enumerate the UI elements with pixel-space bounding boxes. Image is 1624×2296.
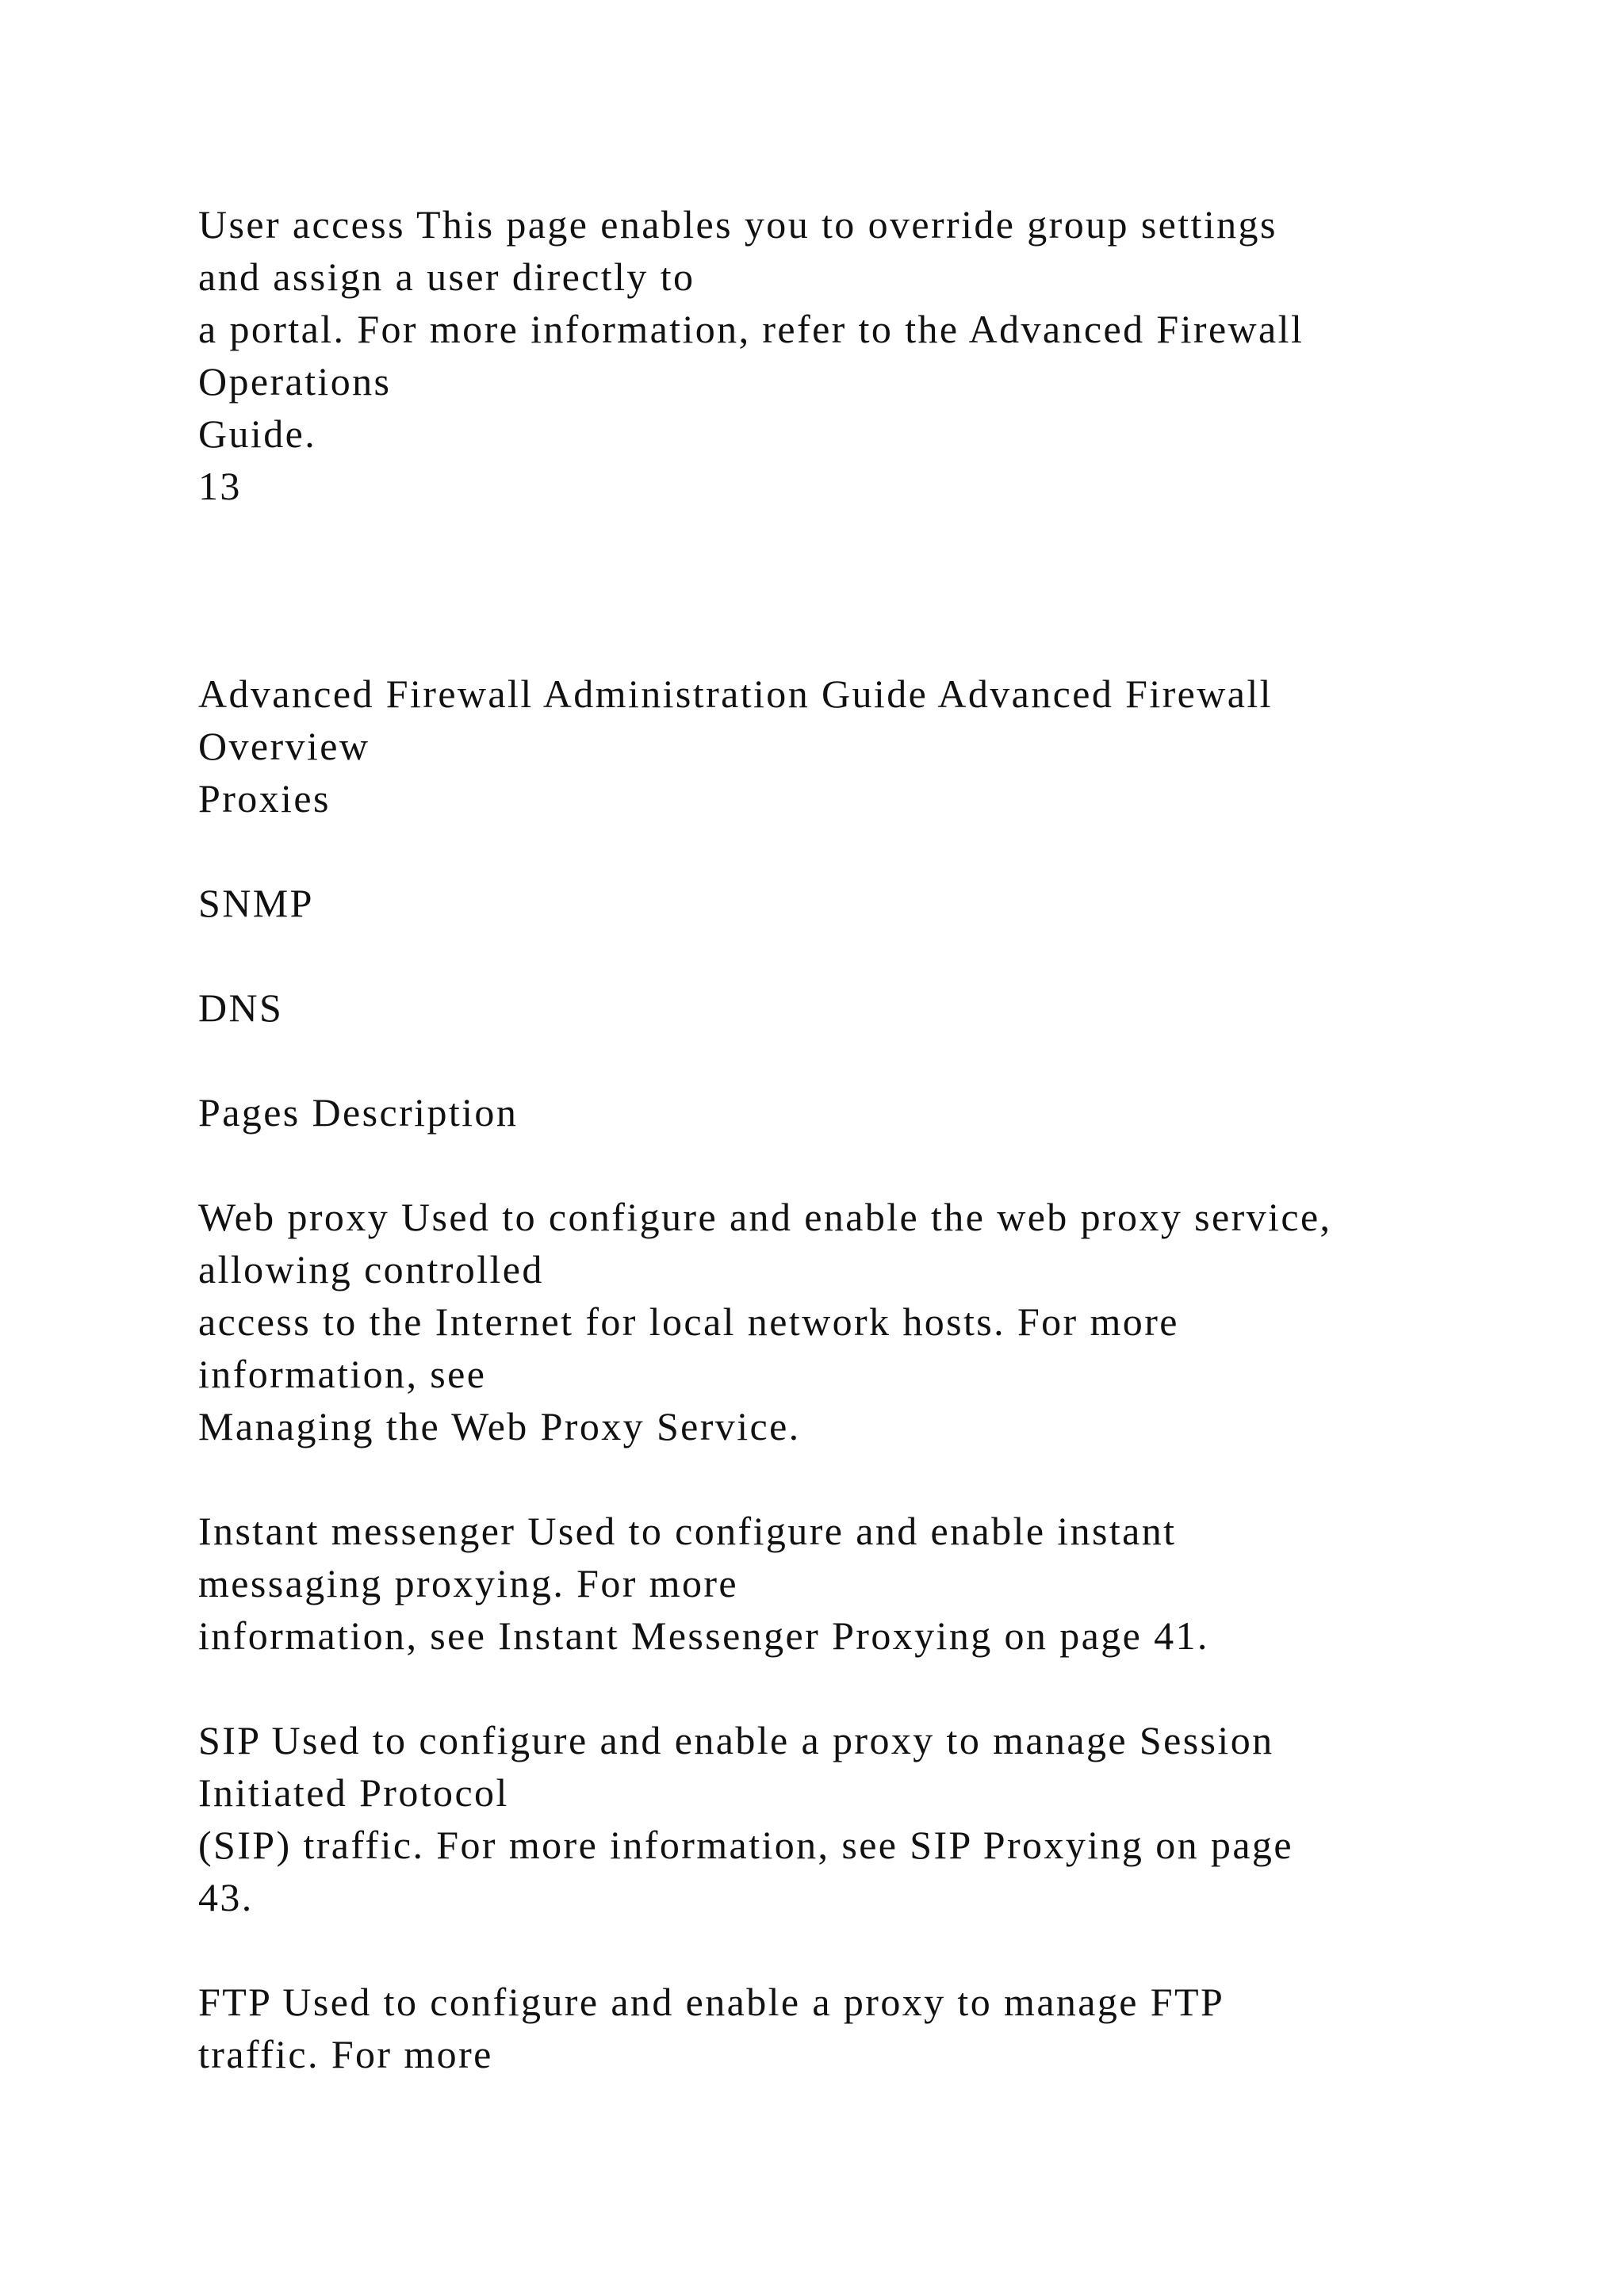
text-line: FTP Used to configure and enable a proxy to manage FTP	[198, 1980, 1225, 2024]
user-access-paragraph	[198, 198, 1546, 512]
text-line: Operations	[198, 359, 392, 404]
text-line: information, see Instant Messenger Proxying on page 41.	[198, 1613, 1209, 1658]
running-header: Advanced Firewall Administration Guide Advanced Firewall	[198, 672, 1273, 716]
section-title: Proxies	[198, 776, 331, 821]
text-line: Guide.	[198, 411, 317, 456]
section-label-snmp: SNMP	[198, 881, 314, 925]
text-line: Web proxy Used to configure and enable the web proxy service,	[198, 1195, 1332, 1239]
text-line: messaging proxying. For more	[198, 1561, 739, 1605]
table-header: Pages Description	[198, 1090, 519, 1135]
section-header	[198, 668, 1546, 2080]
text-line: 43.	[198, 1875, 254, 1919]
text-line: User access This page enables you to override group settings	[198, 202, 1277, 247]
text-line: and assign a user directly to	[198, 254, 695, 299]
text-line: Initiated Protocol	[198, 1770, 509, 1815]
section-label-dns: DNS	[198, 985, 284, 1030]
text-line: (SIP) traffic. For more information, see SIP Proxying on page	[198, 1823, 1293, 1867]
text-line: SIP Used to configure and enable a proxy to manage Session	[198, 1718, 1274, 1762]
text-line: Instant messenger Used to configure and enable instant	[198, 1509, 1177, 1553]
text-line: information, see	[198, 1352, 487, 1396]
text-line: access to the Internet for local network hosts. For more	[198, 1299, 1179, 1344]
text-line: allowing controlled	[198, 1247, 544, 1292]
text-line: traffic. For more	[198, 2032, 493, 2076]
text-line: a portal. For more information, refer to the Advanced Firewall	[198, 307, 1304, 351]
page-number: 13	[198, 464, 242, 508]
running-header: Overview	[198, 724, 370, 768]
text-line: Managing the Web Proxy Service.	[198, 1404, 801, 1448]
